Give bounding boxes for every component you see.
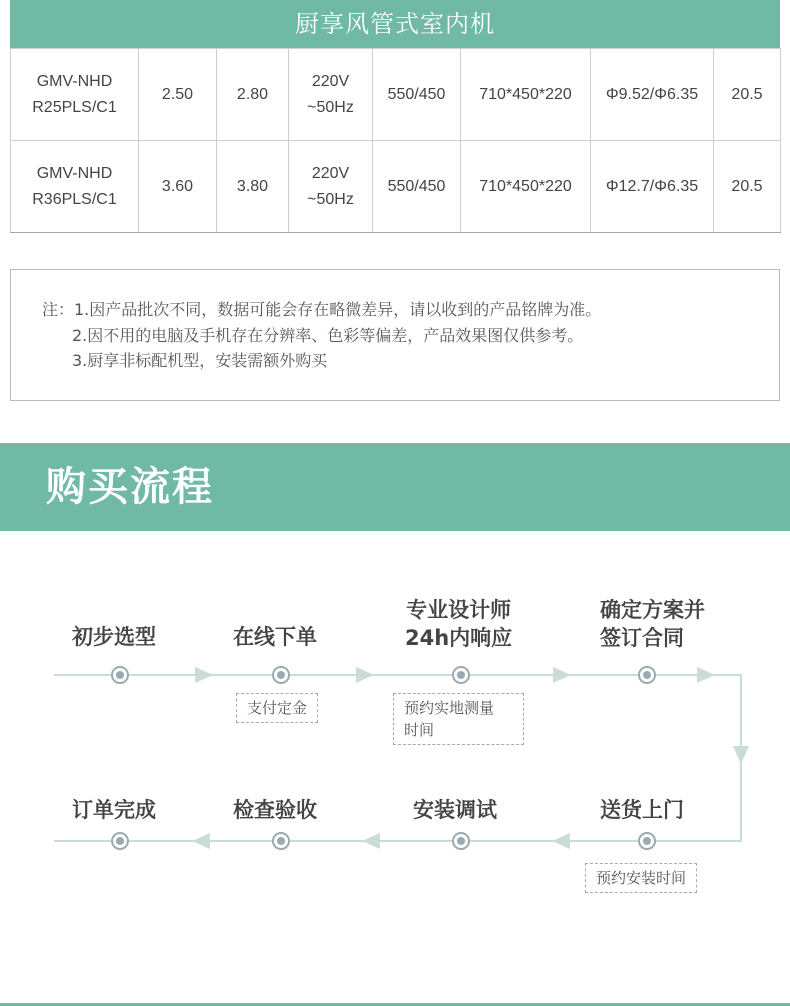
arrow-down-icon bbox=[733, 746, 749, 764]
pipe-cell: Φ9.52/Φ6.35 bbox=[591, 49, 714, 141]
arrow-right-icon bbox=[697, 667, 715, 683]
spec-table-header: 厨享风管式室内机 bbox=[10, 0, 780, 48]
step-node-icon bbox=[638, 832, 656, 850]
power-supply-cell: 220V ~50Hz bbox=[289, 49, 373, 141]
arrow-right-icon bbox=[356, 667, 374, 683]
weight-cell: 20.5 bbox=[714, 49, 781, 141]
step-installation: 安装调试 bbox=[413, 798, 497, 822]
deposit-note: 支付定金 bbox=[236, 693, 318, 723]
step-initial-selection: 初步选型 bbox=[72, 625, 156, 649]
weight-cell: 20.5 bbox=[714, 141, 781, 233]
table-row bbox=[11, 49, 781, 141]
power-supply-cell: 220V ~50Hz bbox=[289, 141, 373, 233]
table-row bbox=[11, 141, 781, 233]
arrow-left-icon bbox=[362, 833, 380, 849]
step-order-complete: 订单完成 bbox=[72, 798, 156, 822]
airflow-cell: 550/450 bbox=[373, 141, 461, 233]
cooling-capacity-cell: 3.60 bbox=[139, 141, 217, 233]
arrow-left-icon bbox=[192, 833, 210, 849]
dimension-cell: 710*450*220 bbox=[461, 141, 591, 233]
step-inspection: 检查验收 bbox=[233, 798, 317, 822]
cooling-capacity-cell: 2.50 bbox=[139, 49, 217, 141]
install-note: 预约安装时间 bbox=[585, 863, 697, 893]
step-confirm-plan: 确定方案并 签订合同 bbox=[600, 598, 705, 650]
model-cell: GMV-NHD R25PLS/C1 bbox=[11, 49, 139, 141]
pipe-cell: Φ12.7/Φ6.35 bbox=[591, 141, 714, 233]
step-node-icon bbox=[452, 666, 470, 684]
section-title: 购买流程 bbox=[46, 464, 214, 510]
step-online-order: 在线下单 bbox=[233, 625, 317, 649]
step-node-icon bbox=[111, 666, 129, 684]
step-designer-response: 专业设计师 24h内响应 bbox=[405, 598, 513, 650]
section-banner bbox=[0, 443, 790, 531]
note-line-3: 3.厨享非标配机型，安装需额外购买 bbox=[72, 351, 328, 370]
arrow-right-icon bbox=[195, 667, 213, 683]
notes-box bbox=[10, 269, 780, 401]
spec-table bbox=[10, 48, 781, 233]
dimension-cell: 710*450*220 bbox=[461, 49, 591, 141]
spec-table-section bbox=[10, 0, 780, 233]
heating-capacity-cell: 2.80 bbox=[217, 49, 289, 141]
step-node-icon bbox=[452, 832, 470, 850]
model-cell: GMV-NHD R36PLS/C1 bbox=[11, 141, 139, 233]
step-delivery: 送货上门 bbox=[600, 798, 684, 822]
note-line-2: 2.因不用的电脑及手机存在分辨率、色彩等偏差，产品效果图仅供参考。 bbox=[72, 326, 584, 345]
airflow-cell: 550/450 bbox=[373, 49, 461, 141]
measure-note: 预约实地测量 时间 bbox=[393, 693, 524, 745]
step-node-icon bbox=[638, 666, 656, 684]
arrow-left-icon bbox=[552, 833, 570, 849]
purchase-flow bbox=[0, 531, 790, 1006]
step-node-icon bbox=[272, 666, 290, 684]
arrow-right-icon bbox=[553, 667, 571, 683]
heating-capacity-cell: 3.80 bbox=[217, 141, 289, 233]
note-line-1: 注：1.因产品批次不同，数据可能会存在略微差异，请以收到的产品铭牌为准。 bbox=[42, 300, 602, 319]
step-node-icon bbox=[272, 832, 290, 850]
step-node-icon bbox=[111, 832, 129, 850]
